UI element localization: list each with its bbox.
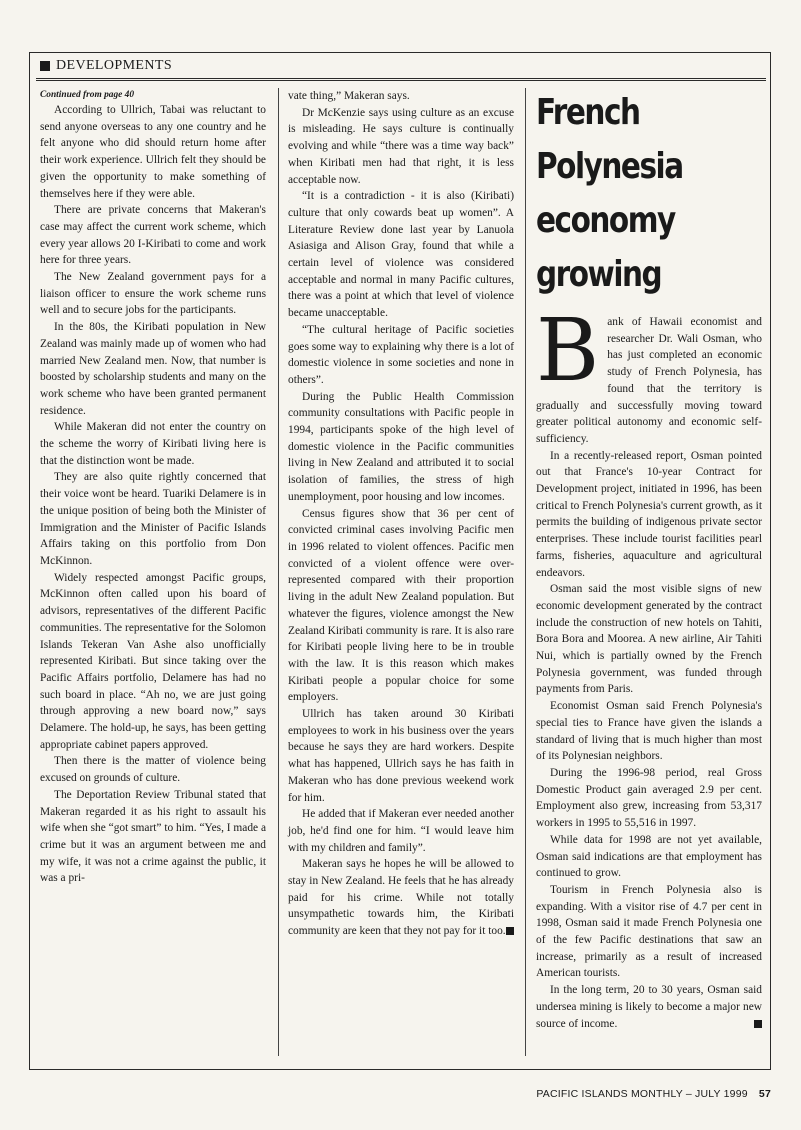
paragraph [536, 982, 762, 1032]
publication-line: PACIFIC ISLANDS MONTHLY – JULY 1999 [536, 1088, 748, 1100]
article-column-3 [536, 86, 762, 1032]
paragraph: While Makeran did not enter the country on the scheme the worry of Kiribati living here is that the distinction wont be made. [40, 421, 266, 467]
paragraph: Ullrich has taken around 30 Kiribati employees to work in his business over the years because he says they are hard workers. Despite what has happened, Ullrich says he has faith in Makeran who has done previous weekend work for him. [288, 708, 514, 804]
article-column-1 [40, 88, 266, 887]
paragraph: Then there is the matter of violence being excused on grounds of culture. [40, 755, 266, 785]
paragraph: Economist Osman said French Polynesia's special ties to France have given the islands a standard of living that is much higher than most of its Polynesian neighbors. [536, 700, 762, 763]
page-footer [536, 1088, 771, 1100]
header-rule [36, 78, 766, 79]
paragraph: vate thing,” Makeran says. [288, 90, 410, 102]
page-number: 57 [758, 1088, 771, 1100]
section-bullet-icon [40, 61, 50, 71]
headline-line: economy growing [536, 200, 675, 295]
paragraph: “The cultural heritage of Pacific societies goes some way to explaining why there is a lot of domestic violence in some societies and none in others”. [288, 323, 514, 386]
paragraph: During the Public Health Commission community consultations with Pacific people in 1994, participants spoke of the high level of domestic violence in the Pacific communities living in New Zealand and attributed it to social isolation of families, the stress of high unemployment, poor housing and low incomes. [288, 390, 514, 503]
article-column-2 [288, 88, 514, 940]
end-of-article-icon [506, 927, 514, 935]
paragraph: During the 1996-98 period, real Gross Domestic Product gain averaged 2.9 per cent. Employment also grew, increasing from 53,317 workers in 1995 to 55,516 in 1997. [536, 766, 762, 830]
section-header [40, 58, 172, 74]
paragraph-text: In the long term, 20 to 30 years, Osman said undersea mining is likely to become a major new source of income. [536, 984, 762, 1030]
paragraph: The New Zealand government pays for a liaison officer to ensure the work scheme runs well and to secure jobs for the participants. [40, 271, 266, 317]
drop-cap: B [536, 301, 600, 401]
paragraph: They are also quite rightly concerned that their voice wont be heard. Tuariki Delamere is in the unique position of being both the Minister of Immigration and the Minister of Pacific Islands Affairs taking on this portfolio from Don McKinnon. [40, 471, 266, 567]
paragraph: Dr McKenzie says using culture as an excuse is misleading. He says culture is continually evolving and while “there was a time way back” when Kiribati men had that right, it is less acceptable now. [288, 106, 514, 186]
section-title: DEVELOPMENTS [56, 58, 173, 73]
paragraph: There are private concerns that Makeran's case may affect the current work scheme, which every year allows 20 I-Kiribati to come and work here for three years. [40, 204, 266, 267]
paragraph: “It is a contradiction - it is also (Kiribati) culture that only cowards beat up women”. A Literature Review done last year by Lanuola Asiasiga and Alison Gray, found that while a certain level of violence was considered acceptable and normal in many Pacific cultures, there was a point at which that level of violence became unacceptable. [288, 190, 514, 320]
lead-paragraph-wrap [536, 301, 762, 448]
paragraph: Tourism in French Polynesia also is expanding. With a visitor rise of 4.7 per cent in 1998, Osman said it made French Polynesia one of the few Pacific destinations that saw an increase, primarily as a result of increased American tourists. [536, 883, 762, 980]
paragraph: The Deportation Review Tribunal stated that Makeran regarded it as his right to assault his wife when she “got smart” to him. “Yes, I made a crime but it was an argument between me and my wife, it was not a crime against the public, it was a pri- [40, 788, 266, 885]
column-divider [278, 88, 279, 1056]
end-of-article-icon [754, 1020, 762, 1028]
paragraph: Widely respected amongst Pacific groups, McKinnon often called upon his board of advisors, representatives of the different Pacific communities. The representative for the Solomon Islands Tekeran Van Ashe also unofficially represented Kiribati. But since taking over the Pacific Affairs portfolio, Delamere has had no such board in place. “Ah no, we are just going through approving a new board now,” says Delamere. The hold-up, he says, has been getting appropriate cabinet papers approved. [40, 571, 266, 751]
paragraph: In the 80s, the Kiribati population in New Zealand was mainly made up of women who had married New Zealand men. Now, that number is boosted by scholarship students and many on the work scheme who have been granted permanent residence. [40, 321, 266, 417]
paragraph: In a recently-released report, Osman pointed out that France's 10-year Contract for Development project, initiated in 1996, has been critical to French Polynesia's current growth, as it permits the building of indigenous private sector enterprises. These include tourist facilities pearl farms, fisheries, aquaculture and agricultural endeavors. [536, 449, 763, 579]
headline-line: French Polynesia [536, 92, 683, 187]
paragraph: According to Ullrich, Tabai was reluctant to send anyone overseas to any one country and he felt anyone who did should return home after their work experience. Ullrich felt they should be given the opportunity to make something of themselves here if they were able. [40, 104, 266, 200]
headline [536, 86, 762, 302]
header-rule-2 [36, 80, 766, 81]
paragraph: Census figures show that 36 per cent of convicted criminal cases involving Pacific men in 1996 related to violent offences. Pacific men convicted of a violent offence were over-represented compared with their proportion living in the adult New Zealand population. But whatever the figures, violence amongst the New Zealand Kiribati community is rare. It is also rare for Kiribati people living here to be in trouble with the law. It is this reason which makes Kiribati people a popular choice for some employers. [288, 507, 514, 704]
lead-paragraph: ank of Hawaii economist and researcher Dr. Wali Osman, who has just completed an economic study of French Polynesia, has found that the territory is gradually and successfully moving toward greater political autonomy and economic self-sufficiency. [536, 316, 762, 445]
paragraph [288, 856, 514, 940]
paragraph: He added that if Makeran ever needed another job, he'd find one for him. “I would leave him with my children and family”. [288, 808, 514, 854]
paragraph-text: Makeran says he hopes he will be allowed to stay in New Zealand. He feels that he has already paid for his crime. While not totally unsympathetic towards him, the Kiribati community are keen that they not pay for it too. [288, 858, 514, 938]
paragraph: Osman said the most visible signs of new economic development generated by the contract include the construction of new hotels on Tahiti, Bora Bora and Moorea. A new airline, Air Tahiti Nui, which is partially owned by the French Polynesia government, was funded through payments from Paris. [536, 583, 762, 696]
column-divider [525, 88, 526, 1056]
continued-note: Continued from page 40 [40, 90, 135, 100]
paragraph: While data for 1998 are not yet available, Osman said indications are that employment has continued to grow. [536, 833, 762, 880]
